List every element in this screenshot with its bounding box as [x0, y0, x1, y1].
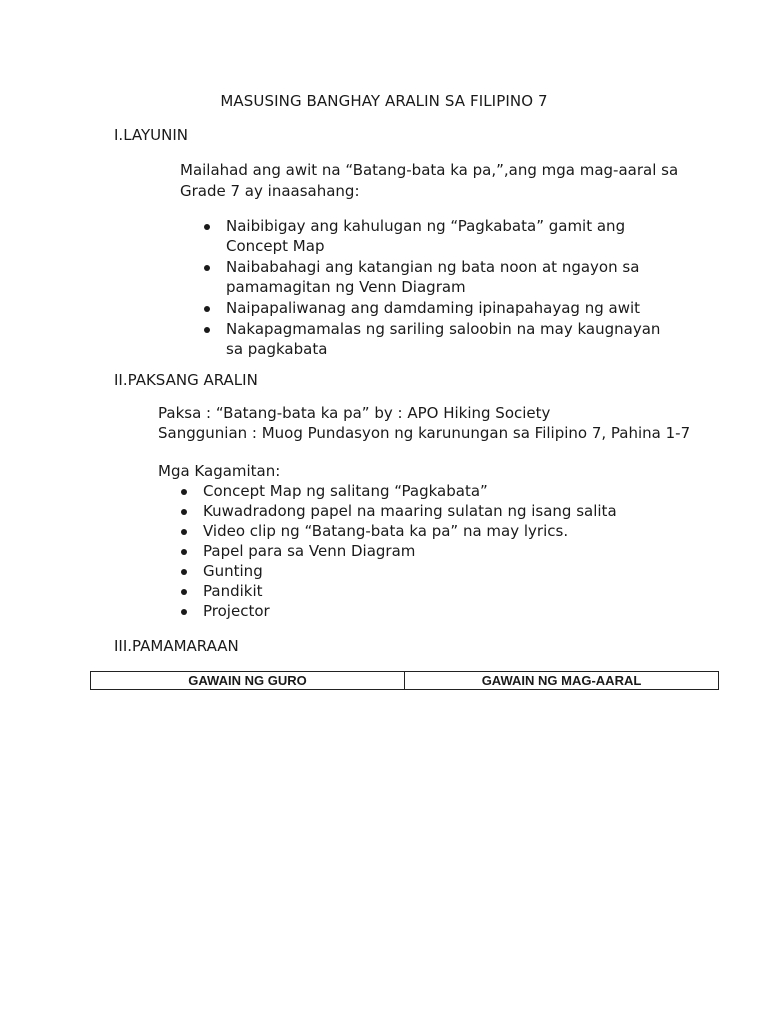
- objectives-list: [201, 216, 661, 359]
- material-item: Projector: [178, 601, 678, 621]
- bullet-icon: [181, 609, 187, 615]
- materials-list: [178, 481, 678, 621]
- pamamaraan-table: [90, 671, 719, 690]
- bullet-icon: [181, 509, 187, 515]
- bullet-icon: [204, 265, 210, 271]
- material-item: Video clip ng “Batang-bata ka pa” na may lyrics.: [178, 521, 678, 541]
- objective-item: Naibibigay ang kahulugan ng “Pagkabata” gamit ang Concept Map: [201, 216, 661, 256]
- table-header-guro: GAWAIN NG GURO: [188, 673, 307, 688]
- bullet-icon: [181, 549, 187, 555]
- section-heading-pamamaraan: III.PAMAMARAAN: [114, 637, 239, 655]
- kagamitan-label: Mga Kagamitan:: [158, 462, 281, 480]
- bullet-icon: [204, 306, 210, 312]
- objective-item: Naipapaliwanag ang damdaming ipinapahayag ng awit: [201, 298, 661, 318]
- material-item: Concept Map ng salitang “Pagkabata”: [178, 481, 678, 501]
- document-title: MASUSING BANGHAY ARALIN SA FILIPINO 7: [220, 92, 548, 110]
- bullet-icon: [204, 224, 210, 230]
- section-heading-paksang-aralin: II.PAKSANG ARALIN: [114, 371, 258, 389]
- table-header-mag-aaral: GAWAIN NG MAG-AARAL: [404, 672, 718, 689]
- section-heading-layunin: I.LAYUNIN: [114, 126, 188, 144]
- objective-item: Naibabahagi ang katangian ng bata noon at ngayon sa pamamagitan ng Venn Diagram: [201, 257, 661, 297]
- sanggunian-line: Sanggunian : Muog Pundasyon ng karunungan sa Filipino 7, Pahina 1-7: [158, 424, 691, 442]
- paksa-line: Paksa : “Batang-bata ka pa” by : APO Hiking Society: [158, 404, 551, 422]
- bullet-icon: [181, 589, 187, 595]
- bullet-icon: [204, 327, 210, 333]
- material-item: Pandikit: [178, 581, 678, 601]
- bullet-icon: [181, 569, 187, 575]
- layunin-intro: Mailahad ang awit na “Batang-bata ka pa,”,ang mga mag-aaral sa Grade 7 ay inaasahang:: [180, 161, 679, 200]
- bullet-icon: [181, 529, 187, 535]
- material-item: Kuwadradong papel na maaring sulatan ng isang salita: [178, 501, 678, 521]
- material-item: Gunting: [178, 561, 678, 581]
- material-item: Papel para sa Venn Diagram: [178, 541, 678, 561]
- bullet-icon: [181, 489, 187, 495]
- objective-item: Nakapagmamalas ng sariling saloobin na may kaugnayan sa pagkabata: [201, 319, 661, 359]
